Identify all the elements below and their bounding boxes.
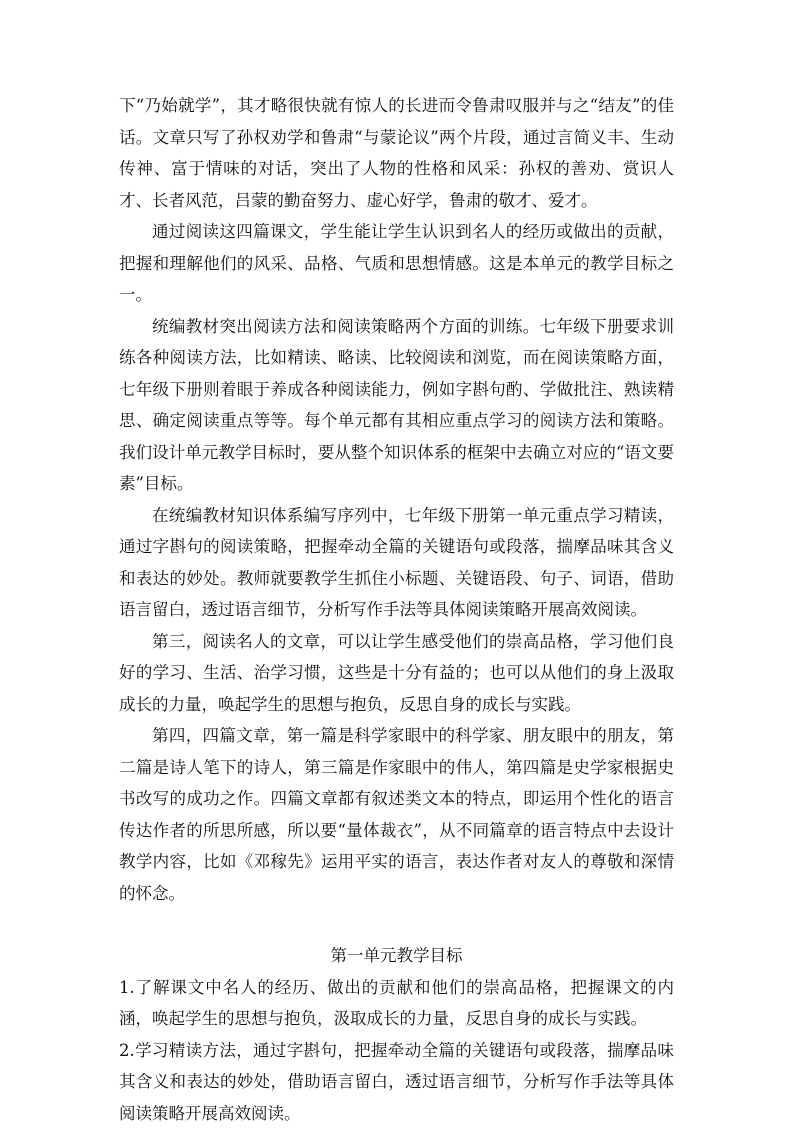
objective-item-1: 1.了解课文中名人的经历、做出的贡献和他们的崇高品格，把握课文的内涵，唤起学生的思想与抱负，汲取成长的力量，反思自身的成长与实践。 xyxy=(119,972,674,1035)
objective-item-2: 2.学习精读方法，通过字斟句，把握牵动全篇的关键语句或段落，揣摩品味其含义和表达的妙处，借助语言留白，透过语言细节，分析写作手法等具体阅读策略开展高效阅读。 xyxy=(119,1035,674,1129)
section-title: 第一单元教学目标 xyxy=(119,940,674,972)
paragraph-continuation: 下“乃始就学”，其才略很快就有惊人的长进而令鲁肃叹服并与之“结友”的佳话。文章只写了孙权劝学和鲁肃“与蒙论议”两个片段，通过言简义丰、生动传神、富于情味的对话，突出了人物的性格和风采：孙权的善劝、赏识人才、长者风范，吕蒙的勤奋努力、虚心好学，鲁肃的敬才、爱才。 xyxy=(119,90,674,216)
paragraph-reading-strategies: 统编教材突出阅读方法和阅读策略两个方面的训练。七年级下册要求训练各种阅读方法，比如精读、略读、比较阅读和浏览，而在阅读策略方面，七年级下册则着眼于养成各种阅读能力，例如字斟句酌、学做批注、熟读精思、确定阅读重点等等。每个单元都有其相应重点学习的阅读方法和策略。我们设计单元教学目标时，要从整个知识体系的框架中去确立对应的“语文要素”目标。 xyxy=(119,311,674,500)
paragraph-fourth-point: 第四，四篇文章，第一篇是科学家眼中的科学家、朋友眼中的朋友，第二篇是诗人笔下的诗人，第三篇是作家眼中的伟人，第四篇是史学家根据史书改写的成功之作。四篇文章都有叙述类文本的特点，即运用个性化的语言传达作者的所思所感，所以要“量体裁衣”，从不同篇章的语言特点中去设计教学内容，比如《邓稼先》运用平实的语言，表达作者对友人的尊敬和深情的怀念。 xyxy=(119,720,674,909)
paragraph-reading-goal: 通过阅读这四篇课文，学生能让学生认识到名人的经历或做出的贡献，把握和理解他们的风采、品格、气质和思想情感。这是本单元的教学目标之一。 xyxy=(119,216,674,311)
paragraph-third-point: 第三，阅读名人的文章，可以让学生感受他们的崇高品格，学习他们良好的学习、生活、治学习惯，这些是十分有益的；也可以从他们的身上汲取成长的力量，唤起学生的思想与抱负，反思自身的成长与实践。 xyxy=(119,626,674,721)
document-page xyxy=(119,90,674,1129)
paragraph-curriculum-sequence: 在统编教材知识体系编写序列中，七年级下册第一单元重点学习精读，通过字斟句的阅读策略，把握牵动全篇的关键语句或段落，揣摩品味其含义和表达的妙处。教师就要教学生抓住小标题、关键语段、句子、词语，借助语言留白，透过语言细节，分析写作手法等具体阅读策略开展高效阅读。 xyxy=(119,500,674,626)
